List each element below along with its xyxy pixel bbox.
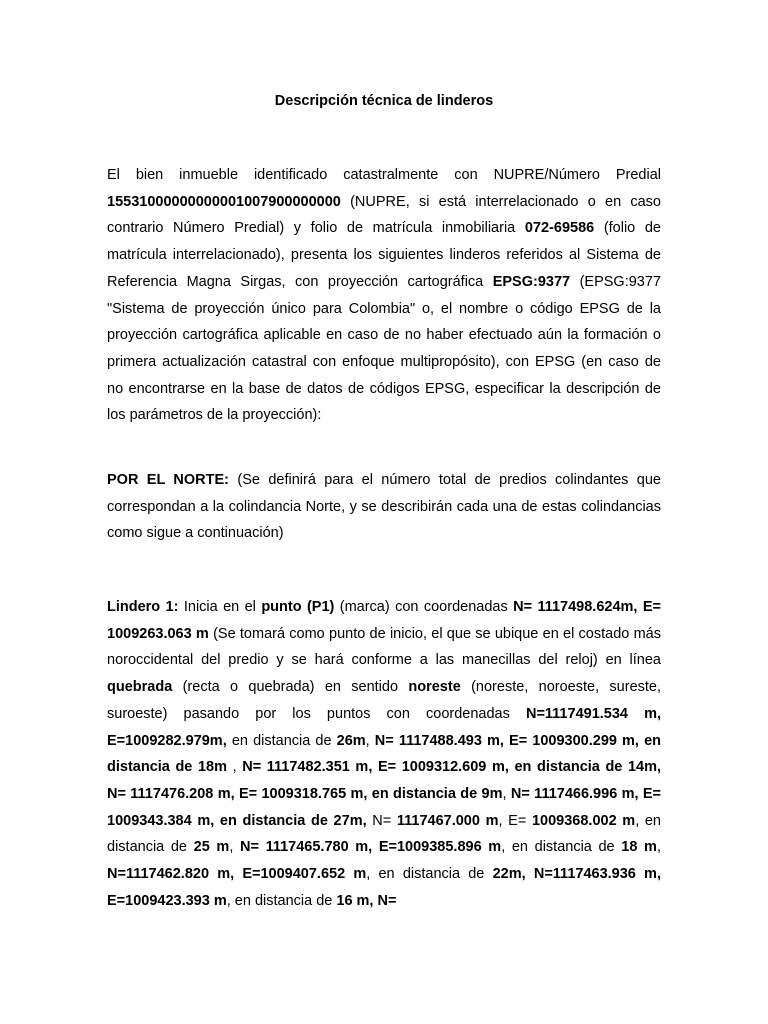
coordinate-unit: m [479, 812, 499, 829]
lindero-text: en distancia de [226, 732, 337, 749]
distance-value: 26m [336, 732, 366, 749]
coordinate-run: N= 1117465.780 m, E=1009385.896 m [239, 839, 502, 856]
direction: noreste [408, 679, 461, 696]
distance-value: 25 m [193, 839, 230, 856]
norte-paragraph [107, 467, 661, 547]
lindero-label: Lindero 1: [107, 599, 179, 615]
lindero-text: , E= [498, 812, 532, 829]
intro-text-4: (EPSG:9377 "Sistema de proyección único para Colombia" o, el nombre o código EPSG de la proyección cartográfica aplicable en caso de no haber efectuado aún la formación o primera actualización catastral con enfoque multipropósito), con EPSG (en caso de no encontrarse en la base de datos de códigos EPSG, especificar la descripción de los parámetros de la proyección): [107, 273, 661, 424]
coordinate-run: 22m, N=1117463.936 m, E=1009423.393 m [107, 866, 661, 909]
lindero-text: , en distancia de [226, 892, 337, 909]
lindero-text: Inicia en el [178, 599, 262, 615]
coordinate-value: 1009368.002 m [531, 812, 636, 829]
lindero-text: , [229, 839, 240, 856]
norte-heading: POR EL NORTE: [107, 472, 230, 488]
lindero-text: (Se tomará como punto de inicio, el que se ubique en el costado más noroccidental del predio y se hará conforme a las manecillas del reloj) en línea [107, 625, 661, 669]
lindero-text: (noreste, noroeste, sureste, suroeste) pasando por los puntos con coordenadas [107, 679, 662, 722]
lindero-text: , en distancia de [107, 812, 661, 856]
intro-text-2: (NUPRE, si está interrelacionado o en caso contrario Número Predial) y folio de matrícula inmobiliaria [107, 193, 661, 237]
lindero-1-paragraph [107, 594, 661, 914]
lindero-text: N= [366, 812, 397, 829]
norte-text: (Se definirá para el número total de predios colindantes que correspondan a la colindancia Norte, y se describirán cada una de estas colindancias como sigue a continuación) [107, 472, 661, 542]
start-point: punto (P1) [261, 599, 335, 615]
lindero-text: , [227, 759, 243, 776]
coordinate-run: 16 m, N= [336, 892, 397, 909]
lindero-text: (marca) con coordenadas [334, 599, 514, 615]
document-title: Descripción técnica de linderos [274, 93, 494, 109]
folio-number: 072-69586 [524, 220, 595, 237]
intro-text-1: El bien inmueble identificado catastralmente con NUPRE/Número Predial [107, 167, 661, 183]
epsg-code: EPSG:9377 [492, 273, 571, 290]
line-type: quebrada [107, 679, 173, 696]
lindero-text: , [656, 839, 661, 856]
lindero-text: (recta o quebrada) en sentido [172, 679, 409, 696]
coordinate-run: N=1117491.534 m, E=1009282.979m, [107, 705, 661, 749]
coordinate-value: 1117467.000 [396, 812, 480, 829]
lindero-text: , en distancia de [366, 866, 493, 883]
coordinate-run: N= 1117488.493 m, E= 1009300.299 m, en distancia de 18m [107, 732, 661, 776]
start-coordinates: N= 1117498.624m, E= 1009263.063 m [107, 599, 661, 642]
nupre-number: 15531000000000001007900000000 [107, 193, 341, 210]
intro-text-3: (folio de matrícula interrelacionado), presenta los siguientes linderos referidos al Sistema de Referencia Magna Sirgas, con proyección cartográfica [107, 220, 661, 290]
lindero-text: , [502, 785, 511, 802]
intro-paragraph [107, 162, 661, 429]
coordinate-run: N= 1117466.996 m, E= 1009343.384 m, en distancia de 27m, [107, 785, 662, 829]
lindero-text: , en distancia de [501, 839, 622, 856]
coordinate-run: N=1117462.820 m, E=1009407.652 m [107, 866, 367, 883]
coordinate-run: N= 1117482.351 m, E= 1009312.609 m, en distancia de 14m, N= 1117476.208 m, E= 1009318.765 m, en distancia de 9m [107, 759, 662, 802]
lindero-text: , [365, 732, 375, 749]
distance-value: 18 m [621, 839, 657, 856]
